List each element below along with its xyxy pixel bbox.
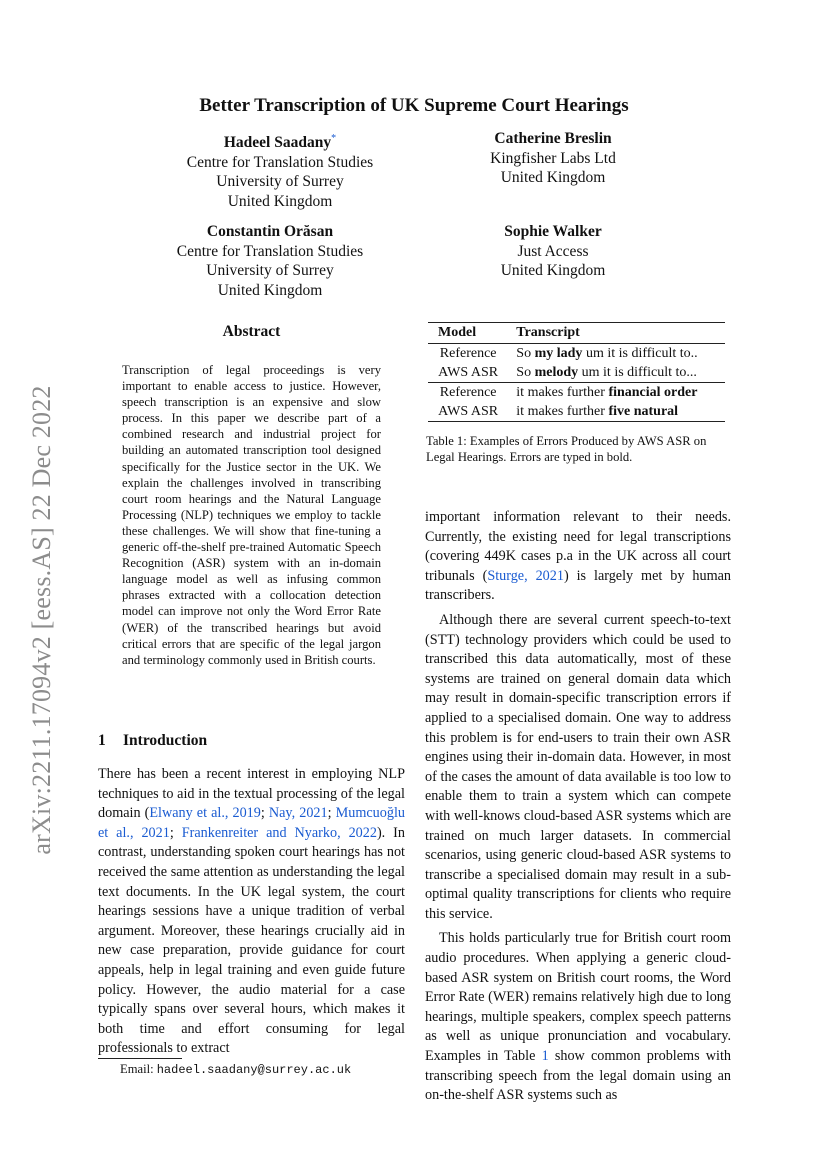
affiliation-line: University of Surrey — [206, 262, 334, 279]
table-header-cell: Model — [438, 325, 477, 340]
section-number: 1 — [98, 732, 106, 749]
table-cell-model: Reference — [439, 346, 497, 361]
affiliation-line: Centre for Translation Studies — [186, 153, 374, 171]
affiliation-line: University of Surrey — [216, 173, 344, 191]
paragraph: Although there are several current speech-to-text (STT) technology providers which could be used to transcribed this data automatically, most of these systems are trained on general domain data which may result in domain-specific transcription errors if applied to a specialised domain. One way to address this problem is for end-users to train their own ASR engines using their in-domain data. However, in most of the cases the amount of data available is too low to enable them to train a system which can compete with well-knows cloud-based ASR systems which are trained on much larger datasets. In commercial scenarios, using generic cloud-based ASR systems to transcribe a specialised domain may result in a sub-optimal quality transcriptions for clients who require this service. — [425, 611, 731, 922]
table-reference-link[interactable]: 1 — [541, 1048, 549, 1065]
table-cell-transcript: it makes further five natural — [516, 404, 679, 419]
abstract-text: Transcription of legal proceedings is very important to enable access to justice. However, speech transcription is an expensive and slow process. In this paper we describe part of a combined research and industrial project for building an automated transcription tool designed specifically for the Justice sector in the UK. We explain the challenges involved in transcribing court room hearings and the Natural Language Processing (NLP) techniques we employ to tackle these challenges. We will show that fine-tuning a generic off-the-shelf pre-trained Automatic Speech Recognition (ASR) system with an in-domain language model as well as infusing common phrases extracted with a collocation detection model can improve not only the Word Error Rate (WER) of the transcribed hearings but avoid critical errors that are specific of the legal jargon and terminology commonly used in British courts. — [122, 363, 381, 667]
table-header-row — [428, 323, 725, 344]
author-block — [453, 222, 653, 281]
email-address[interactable]: hadeel.saadany@surrey.ac.uk — [156, 1063, 352, 1077]
arxiv-identifier — [24, 350, 60, 890]
author-block — [150, 129, 410, 211]
citation-link[interactable]: Elwany et al., 2019 — [149, 805, 261, 822]
table-row — [428, 344, 725, 364]
footnote-divider — [98, 1058, 182, 1059]
affiliation-line: Just Access — [517, 242, 589, 260]
affiliation-line: Centre for Translation Studies — [176, 242, 364, 260]
paper-title: Better Transcription of UK Supreme Court Hearings — [199, 95, 629, 116]
table-row — [428, 363, 725, 383]
section-title: Introduction — [123, 732, 208, 749]
table-caption: Table 1: Examples of Errors Produced by AWS ASR on Legal Hearings. Errors are typed in bold. — [426, 434, 707, 464]
citation-link[interactable]: Mumcuoğlu et al., 2021 — [98, 805, 405, 841]
abstract-heading: Abstract — [222, 323, 281, 340]
author-name: Sophie Walker — [504, 223, 602, 240]
table-cell-transcript: So melody um it is difficult to... — [516, 365, 697, 380]
author-name: Constantin Orăsan — [206, 223, 334, 240]
footnote-mark[interactable]: * — [331, 133, 337, 144]
citation-link[interactable]: Nay, 2021 — [268, 805, 328, 822]
affiliation-line: Kingfisher Labs Ltd — [490, 149, 616, 167]
table-cell-model: AWS ASR — [438, 365, 499, 380]
affiliation-line: United Kingdom — [217, 281, 323, 299]
author-block — [453, 129, 653, 188]
table-row — [428, 383, 725, 403]
citation-link[interactable]: Sturge, 2021 — [487, 567, 564, 584]
arxiv-identifier-text: arXiv:2211.17094v2 [eess.AS] 22 Dec 2022 — [27, 385, 56, 855]
paragraph: This holds particularly true for British court room audio procedures. When applying a generic cloud-based ASR system on British court rooms, the Word Error Rate (WER) remains relatively high due to long hearings, multiple speakers, complex speech patterns as well as unique pronunciation and vocabulary. Examples in Table 1 show common problems with transcribing speech from the legal domain using an on-the-shelf ASR systems such as — [425, 930, 731, 1104]
table-cell-transcript: it makes further financial order — [516, 385, 698, 400]
affiliation-line: United Kingdom — [500, 262, 606, 279]
right-column-text — [425, 508, 731, 1106]
affiliation-line: United Kingdom — [500, 169, 606, 186]
table-cell-model: Reference — [439, 385, 497, 400]
intro-paragraph: There has been a recent interest in employing NLP techniques to aid in the textual processing of the legal domain (Elwany et al., 2019; Nay, 2021; Mumcuoğlu et al., 2021; Frankenreiter and Nyarko, 2022). In contrast, understanding spoken court hearings has not received the same attention as understanding the legal text documents. In the UK legal system, the court hearings sessions have a unique tradition of verbal argument. Moreover, these hearings crucially aid in new case preparation, provide guidance for court appeals, help in legal training and even guide future policy. However, the audio material for a case typically spans over several hours, which makes it both time and effort consuming for legal professionals to extract — [98, 766, 405, 1057]
table-cell-model: AWS ASR — [438, 404, 499, 419]
author-name: Hadeel Saadany* — [223, 133, 337, 152]
author-name: Catherine Breslin — [494, 130, 612, 147]
citation-link[interactable]: Frankenreiter and Nyarko, 2022 — [181, 824, 377, 841]
results-table — [428, 322, 725, 422]
footnote: Email: hadeel.saadany@surrey.ac.uk — [120, 1062, 352, 1077]
table-header-cell: Transcript — [516, 325, 580, 340]
section-heading — [98, 732, 207, 750]
paragraph: important information relevant to their needs. Currently, the existing need for legal transcriptions (covering 449K cases p.a in the UK across all court tribunals (Sturge, 2021) is largely met by human transcribers. — [425, 509, 731, 604]
author-block — [150, 222, 390, 300]
table-cell-transcript: So my lady um it is difficult to.. — [516, 346, 698, 361]
affiliation-line: United Kingdom — [227, 192, 333, 210]
table-row — [428, 402, 725, 422]
